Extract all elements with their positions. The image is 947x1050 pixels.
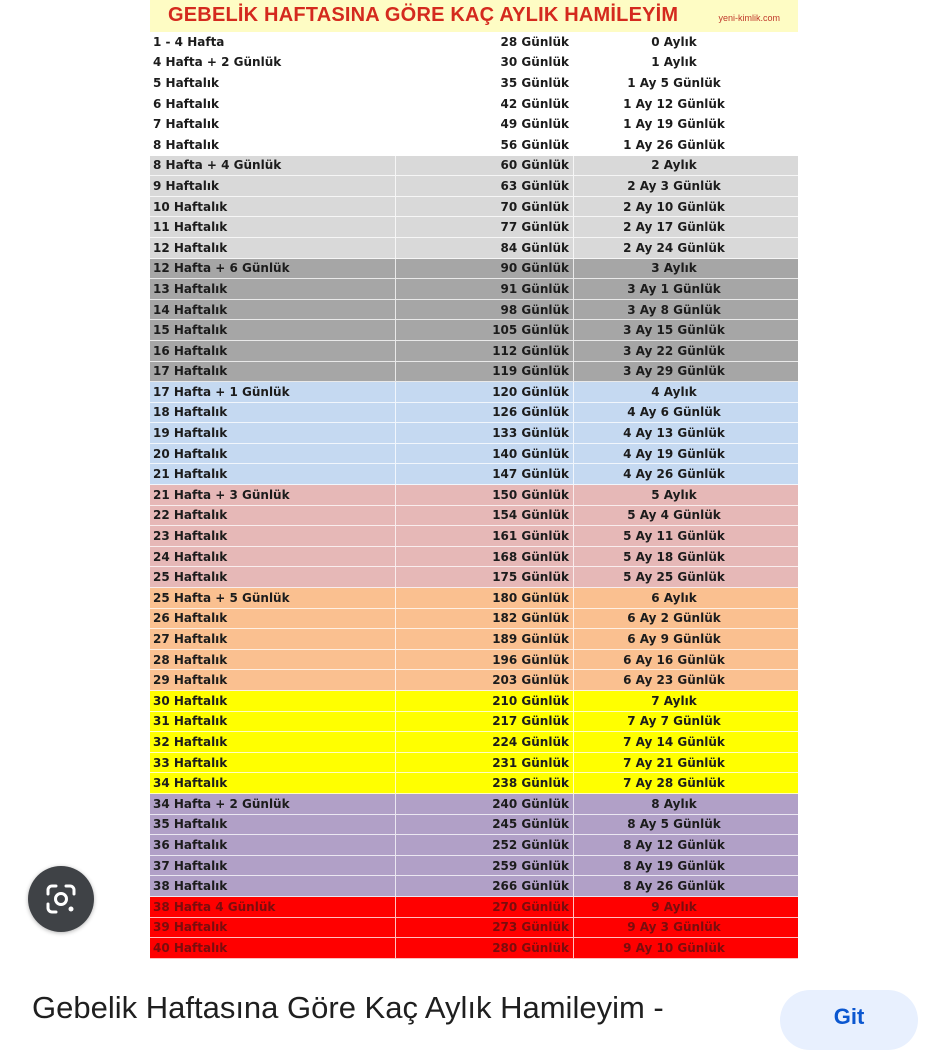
months-cell: 2 Ay 10 Günlük <box>623 199 725 214</box>
table-row <box>150 588 798 609</box>
week-cell: 13 Haftalık <box>150 279 396 299</box>
table-row <box>150 897 798 918</box>
table-row <box>150 382 798 403</box>
week-cell: 35 Haftalık <box>150 815 396 835</box>
week-cell: 14 Haftalık <box>150 300 396 320</box>
days-cell: 150 Günlük <box>396 485 574 505</box>
table-row <box>150 94 798 115</box>
days-cell: 30 Günlük <box>396 53 574 73</box>
months-cell: 1 Ay 12 Günlük <box>623 96 725 111</box>
table-row <box>150 485 798 506</box>
visit-button-label: Git <box>833 1004 865 1029</box>
table-row <box>150 444 798 465</box>
months-cell: 1 Ay 19 Günlük <box>623 117 725 132</box>
table-row <box>150 506 798 527</box>
days-cell: 259 Günlük <box>396 856 574 876</box>
months-cell: 2 Aylık <box>651 158 697 173</box>
week-cell: 19 Haftalık <box>150 423 396 443</box>
days-cell: 133 Günlük <box>396 423 574 443</box>
months-cell: 4 Ay 13 Günlük <box>623 426 725 441</box>
week-cell: 33 Haftalık <box>150 753 396 773</box>
table-row <box>150 464 798 485</box>
table-row <box>150 609 798 630</box>
months-cell: 8 Ay 5 Günlük <box>627 817 721 832</box>
days-cell: 161 Günlük <box>396 526 574 546</box>
week-cell: 12 Haftalık <box>150 238 396 258</box>
days-cell: 35 Günlük <box>396 73 574 93</box>
days-cell: 238 Günlük <box>396 773 574 793</box>
week-cell: 17 Hafta + 1 Günlük <box>150 382 396 402</box>
days-cell: 175 Günlük <box>396 567 574 587</box>
week-cell: 10 Haftalık <box>150 197 396 217</box>
days-cell: 203 Günlük <box>396 670 574 690</box>
table-row <box>150 753 798 774</box>
days-cell: 70 Günlük <box>396 197 574 217</box>
days-cell: 273 Günlük <box>396 918 574 938</box>
days-cell: 28 Günlük <box>396 32 574 52</box>
table-row <box>150 567 798 588</box>
table-row <box>150 135 798 156</box>
week-cell: 20 Haftalık <box>150 444 396 464</box>
week-cell: 6 Haftalık <box>150 94 396 114</box>
months-cell: 3 Aylık <box>651 261 697 276</box>
months-cell: 4 Ay 19 Günlük <box>623 446 725 461</box>
months-cell: 2 Ay 3 Günlük <box>627 178 721 193</box>
table-row <box>150 835 798 856</box>
table-row <box>150 856 798 877</box>
days-cell: 42 Günlük <box>396 94 574 114</box>
months-cell: 5 Ay 4 Günlük <box>627 508 721 523</box>
table-row <box>150 815 798 836</box>
lens-search-button[interactable] <box>28 866 94 932</box>
week-cell: 25 Hafta + 5 Günlük <box>150 588 396 608</box>
pregnancy-table <box>150 32 798 959</box>
months-cell: 1 Aylık <box>651 55 697 70</box>
days-cell: 252 Günlük <box>396 835 574 855</box>
table-row <box>150 670 798 691</box>
months-cell: 6 Ay 23 Günlük <box>623 673 725 688</box>
chart-title: GEBELİK HAFTASINA GÖRE KAÇ AYLIK HAMİLEYİM <box>168 4 679 26</box>
table-row <box>150 732 798 753</box>
months-cell: 0 Aylık <box>651 34 697 49</box>
table-row <box>150 320 798 341</box>
days-cell: 210 Günlük <box>396 691 574 711</box>
table-row <box>150 114 798 135</box>
week-cell: 29 Haftalık <box>150 670 396 690</box>
months-cell: 2 Ay 17 Günlük <box>623 220 725 235</box>
months-cell: 8 Ay 26 Günlük <box>623 879 725 894</box>
months-cell: 8 Ay 19 Günlük <box>623 858 725 873</box>
months-cell: 1 Ay 5 Günlük <box>627 75 721 90</box>
table-row <box>150 279 798 300</box>
week-cell: 12 Hafta + 6 Günlük <box>150 259 396 279</box>
week-cell: 40 Haftalık <box>150 938 396 958</box>
table-row <box>150 197 798 218</box>
week-cell: 9 Haftalık <box>150 176 396 196</box>
week-cell: 5 Haftalık <box>150 73 396 93</box>
table-row <box>150 691 798 712</box>
months-cell: 7 Ay 21 Günlük <box>623 755 725 770</box>
week-cell: 25 Haftalık <box>150 567 396 587</box>
week-cell: 28 Haftalık <box>150 650 396 670</box>
table-row <box>150 629 798 650</box>
days-cell: 84 Günlük <box>396 238 574 258</box>
week-cell: 8 Hafta + 4 Günlük <box>150 156 396 176</box>
table-row <box>150 238 798 259</box>
months-cell: 4 Ay 26 Günlük <box>623 467 725 482</box>
days-cell: 90 Günlük <box>396 259 574 279</box>
days-cell: 105 Günlük <box>396 320 574 340</box>
days-cell: 245 Günlük <box>396 815 574 835</box>
week-cell: 36 Haftalık <box>150 835 396 855</box>
days-cell: 180 Günlük <box>396 588 574 608</box>
table-row <box>150 32 798 53</box>
months-cell: 9 Ay 10 Günlük <box>623 940 725 955</box>
days-cell: 182 Günlük <box>396 609 574 629</box>
table-row <box>150 73 798 94</box>
table-row <box>150 547 798 568</box>
week-cell: 38 Hafta 4 Günlük <box>150 897 396 917</box>
months-cell: 4 Ay 6 Günlük <box>627 405 721 420</box>
week-cell: 24 Haftalık <box>150 547 396 567</box>
days-cell: 60 Günlük <box>396 156 574 176</box>
days-cell: 98 Günlük <box>396 300 574 320</box>
table-row <box>150 156 798 177</box>
days-cell: 126 Günlük <box>396 403 574 423</box>
table-row <box>150 53 798 74</box>
days-cell: 147 Günlük <box>396 464 574 484</box>
week-cell: 23 Haftalık <box>150 526 396 546</box>
chart-header <box>150 0 798 33</box>
table-row <box>150 650 798 671</box>
week-cell: 22 Haftalık <box>150 506 396 526</box>
table-row <box>150 362 798 383</box>
days-cell: 189 Günlük <box>396 629 574 649</box>
table-row <box>150 176 798 197</box>
week-cell: 31 Haftalık <box>150 712 396 732</box>
months-cell: 1 Ay 26 Günlük <box>623 137 725 152</box>
table-row <box>150 423 798 444</box>
days-cell: 112 Günlük <box>396 341 574 361</box>
week-cell: 38 Haftalık <box>150 876 396 896</box>
week-cell: 18 Haftalık <box>150 403 396 423</box>
months-cell: 3 Ay 8 Günlük <box>627 302 721 317</box>
months-cell: 3 Ay 15 Günlük <box>623 323 725 338</box>
months-cell: 5 Ay 25 Günlük <box>623 570 725 585</box>
days-cell: 266 Günlük <box>396 876 574 896</box>
result-title[interactable]: Gebelik Haftasına Göre Kaç Aylık Hamileyim - <box>32 990 664 1025</box>
days-cell: 91 Günlük <box>396 279 574 299</box>
week-cell: 32 Haftalık <box>150 732 396 752</box>
week-cell: 30 Haftalık <box>150 691 396 711</box>
months-cell: 7 Ay 14 Günlük <box>623 734 725 749</box>
week-cell: 21 Haftalık <box>150 464 396 484</box>
days-cell: 217 Günlük <box>396 712 574 732</box>
week-cell: 39 Haftalık <box>150 918 396 938</box>
table-row <box>150 918 798 939</box>
days-cell: 49 Günlük <box>396 114 574 134</box>
days-cell: 240 Günlük <box>396 794 574 814</box>
days-cell: 119 Günlük <box>396 362 574 382</box>
days-cell: 270 Günlük <box>396 897 574 917</box>
days-cell: 280 Günlük <box>396 938 574 958</box>
google-lens-icon <box>44 882 78 916</box>
months-cell: 6 Ay 16 Günlük <box>623 652 725 667</box>
days-cell: 63 Günlük <box>396 176 574 196</box>
months-cell: 5 Ay 18 Günlük <box>623 549 725 564</box>
months-cell: 5 Ay 11 Günlük <box>623 529 725 544</box>
week-cell: 34 Haftalık <box>150 773 396 793</box>
months-cell: 6 Ay 9 Günlük <box>627 632 721 647</box>
week-cell: 8 Haftalık <box>150 135 396 155</box>
days-cell: 196 Günlük <box>396 650 574 670</box>
months-cell: 7 Ay 7 Günlük <box>627 714 721 729</box>
table-row <box>150 259 798 280</box>
months-cell: 9 Ay 3 Günlük <box>627 920 721 935</box>
table-row <box>150 403 798 424</box>
week-cell: 21 Hafta + 3 Günlük <box>150 485 396 505</box>
chart-source: yeni-kimlik.com <box>718 13 780 23</box>
months-cell: 7 Ay 28 Günlük <box>623 776 725 791</box>
days-cell: 224 Günlük <box>396 732 574 752</box>
table-row <box>150 341 798 362</box>
week-cell: 7 Haftalık <box>150 114 396 134</box>
table-row <box>150 794 798 815</box>
week-cell: 27 Haftalık <box>150 629 396 649</box>
days-cell: 154 Günlük <box>396 506 574 526</box>
days-cell: 168 Günlük <box>396 547 574 567</box>
days-cell: 231 Günlük <box>396 753 574 773</box>
week-cell: 37 Haftalık <box>150 856 396 876</box>
result-panel <box>0 960 947 1029</box>
days-cell: 77 Günlük <box>396 217 574 237</box>
week-cell: 17 Haftalık <box>150 362 396 382</box>
visit-button[interactable] <box>780 990 918 1050</box>
months-cell: 3 Ay 1 Günlük <box>627 281 721 296</box>
table-row <box>150 217 798 238</box>
months-cell: 7 Aylık <box>651 693 697 708</box>
days-cell: 56 Günlük <box>396 135 574 155</box>
months-cell: 3 Ay 22 Günlük <box>623 343 725 358</box>
table-row <box>150 938 798 959</box>
months-cell: 5 Aylık <box>651 487 697 502</box>
months-cell: 8 Aylık <box>651 796 697 811</box>
months-cell: 4 Aylık <box>651 384 697 399</box>
table-row <box>150 526 798 547</box>
days-cell: 140 Günlük <box>396 444 574 464</box>
week-cell: 16 Haftalık <box>150 341 396 361</box>
table-row <box>150 876 798 897</box>
table-row <box>150 300 798 321</box>
week-cell: 15 Haftalık <box>150 320 396 340</box>
days-cell: 120 Günlük <box>396 382 574 402</box>
week-cell: 4 Hafta + 2 Günlük <box>150 53 396 73</box>
table-row <box>150 773 798 794</box>
week-cell: 1 - 4 Hafta <box>150 32 396 52</box>
months-cell: 3 Ay 29 Günlük <box>623 364 725 379</box>
week-cell: 26 Haftalık <box>150 609 396 629</box>
months-cell: 6 Ay 2 Günlük <box>627 611 721 626</box>
week-cell: 11 Haftalık <box>150 217 396 237</box>
months-cell: 9 Aylık <box>651 899 697 914</box>
table-row <box>150 712 798 733</box>
week-cell: 34 Hafta + 2 Günlük <box>150 794 396 814</box>
months-cell: 8 Ay 12 Günlük <box>623 837 725 852</box>
months-cell: 2 Ay 24 Günlük <box>623 240 725 255</box>
months-cell: 6 Aylık <box>651 590 697 605</box>
result-image[interactable] <box>150 0 798 960</box>
